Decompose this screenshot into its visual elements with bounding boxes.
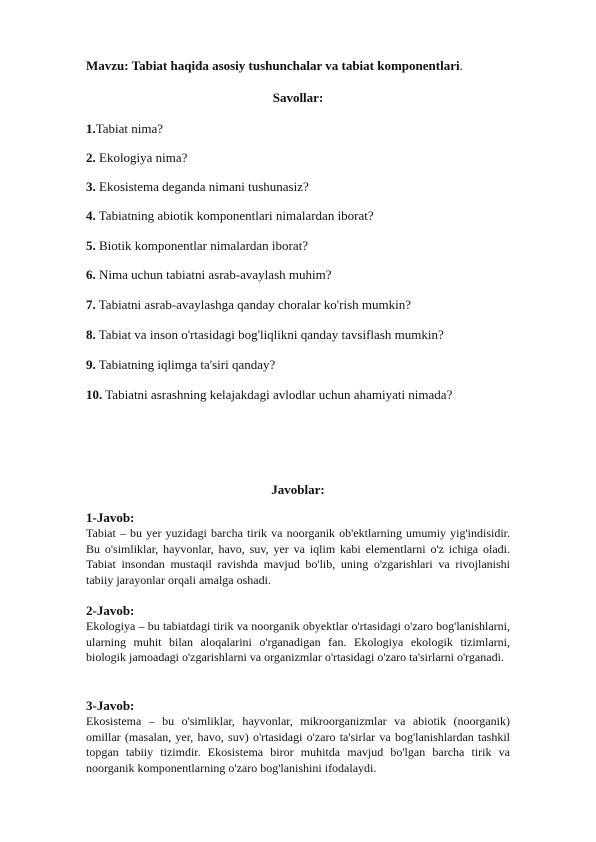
question-number: 8. (86, 327, 96, 342)
question-text: Tabiatni asrashning kelajakdagi avlodlar uchun ahamiyati nimada? (102, 387, 453, 402)
question-number: 10. (86, 387, 103, 402)
answer-title: 1-Javob: (86, 510, 135, 525)
question-text: Nima uchun tabiatni asrab-avaylash muhim? (95, 267, 332, 282)
question-number: 7. (86, 297, 96, 312)
question-number: 4. (86, 208, 96, 223)
question-text: Tabiatni asrab-avaylashga qanday choralar ko'rish mumkin? (95, 297, 411, 312)
question-item (86, 327, 444, 343)
answer-block (86, 603, 510, 666)
answer-text: Ekologiya – bu tabiatdagi tirik va noorganik obyektlar o'rtasidagi o'zaro bog'lanishlarni, ularning muhit bilan aloqalarini o'rganadigan fan. Ekologiya ekologik tizimlarni, biologik jamoadagi o'zgarishlarni va organizmlar o'rtasidagi o'zaro ta'sirlarni o'rganadi. (86, 619, 510, 664)
answers-heading: Javoblar: (271, 482, 325, 497)
question-item (86, 267, 331, 283)
question-item (86, 238, 308, 254)
answer-block (86, 510, 510, 588)
question-text: Ekosistema deganda nimani tushunasiz? (95, 179, 309, 194)
question-number: 1. (86, 121, 96, 136)
question-number: 5. (86, 238, 96, 253)
answer-block (86, 698, 510, 776)
question-item (86, 387, 452, 403)
answer-text: Ekosistema – bu o'simliklar, hayvonlar, mikroorganizmlar va abiotik (noorganik) omillar (masalan, yer, havo, suv) o'rtasidagi o'zaro ta'sirlar va bog'lanishlardan tashkil topgan tabiiy tizimdir. Ekosistema biror muhitda mavjud bo'lgan barcha tirik va noorganik komponentlarning o'zaro bog'lanishini ifodalaydi. (86, 714, 510, 775)
question-item (86, 357, 275, 373)
question-item (86, 297, 411, 313)
question-number: 6. (86, 267, 96, 282)
question-text: Tabiat va inson o'rtasidagi bog'liqlikni qanday tavsiflash mumkin? (95, 327, 444, 342)
question-number: 9. (86, 357, 96, 372)
question-text: Ekologiya nima? (95, 150, 188, 165)
question-item (86, 121, 163, 137)
topic-period: . (459, 58, 463, 73)
topic-label: Mavzu: Tabiat haqida asosiy tushunchalar va tabiat komponentlari (86, 58, 460, 73)
questions-heading: Savollar: (272, 90, 324, 105)
question-text: Biotik komponentlar nimalardan iborat? (95, 238, 309, 253)
question-text: Tabiatning abiotik komponentlari nimalardan iborat? (95, 208, 374, 223)
question-text: Tabiat nima? (95, 121, 164, 136)
question-item (86, 150, 187, 166)
question-text: Tabiatning iqlimga ta'siri qanday? (95, 357, 276, 372)
answer-text: Tabiat – bu yer yuzidagi barcha tirik va noorganik ob'ektlarning umumiy yig'indisidir. Bu o'simliklar, hayvonlar, havo, suv, yer va iqlim kabi elementlarni o'z ichiga oladi. Tabiat insondan mustaqil ravishda mavjud bo'lib, uning o'zgarishlari va rivojlanishi tabiiy jarayonlar orqali amalga oshadi. (86, 526, 510, 587)
topic-title (86, 58, 463, 74)
answer-title: 3-Javob: (86, 698, 135, 713)
question-item (86, 179, 309, 195)
answer-title: 2-Javob: (86, 603, 135, 618)
question-number: 2. (86, 150, 96, 165)
question-item (86, 208, 374, 224)
question-number: 3. (86, 179, 96, 194)
